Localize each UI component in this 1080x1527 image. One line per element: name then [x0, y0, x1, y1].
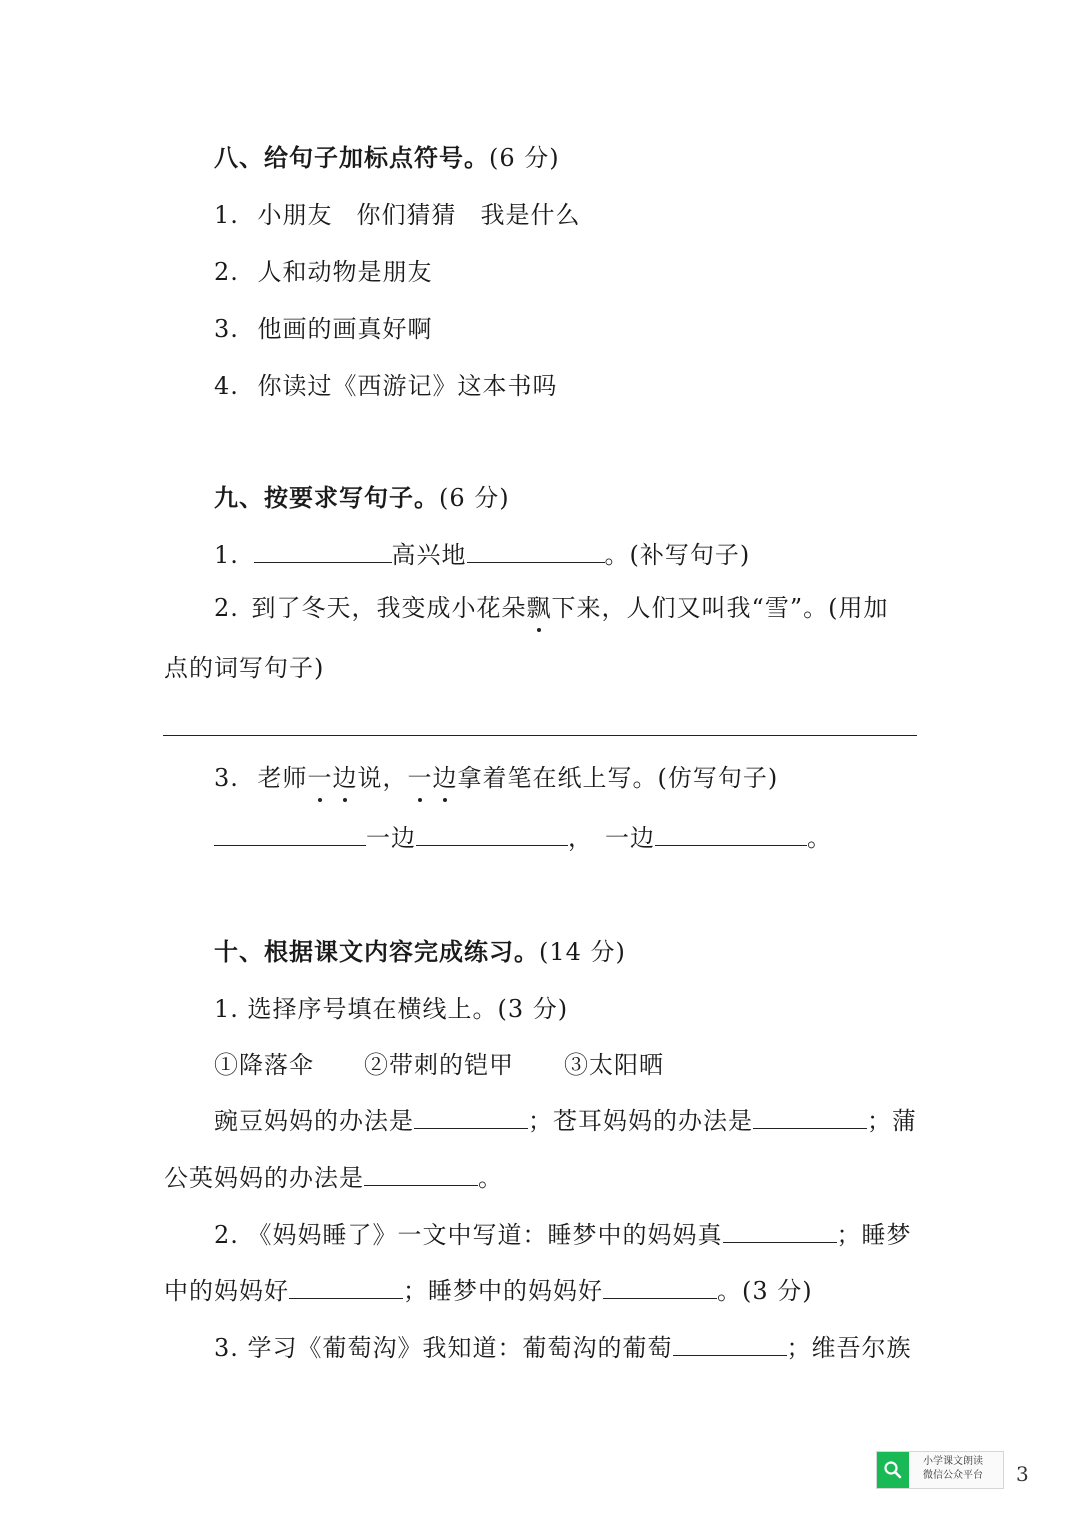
badge-line: 小学课文朗读 [923, 1456, 983, 1467]
item-number: 2. [214, 258, 239, 286]
item-text: 你读过《西游记》这本书吗 [257, 372, 558, 400]
badge-line: 微信公众平台 [923, 1470, 983, 1481]
s8-item-4 [214, 370, 558, 402]
item-text: 。(3 分) [717, 1277, 813, 1305]
badge-text [923, 1455, 983, 1483]
sentence-part: 我是什么 [480, 201, 581, 229]
item-text: 豌豆妈妈的办法是 [214, 1107, 414, 1135]
s10-options [214, 1049, 664, 1081]
wechat-badge[interactable] [876, 1451, 1004, 1489]
item-text: 他画的画真好啊 [257, 315, 433, 343]
section-8-score: (6 分) [489, 144, 560, 172]
s10-q1-line1 [214, 1105, 917, 1137]
item-text: 下来，人们又叫我“雪”。(用加 [551, 594, 889, 622]
item-text: 到了冬天，我变成小花朵 [251, 594, 527, 622]
item-text: 中的妈妈好 [164, 1277, 289, 1305]
answer-blank[interactable] [753, 1106, 867, 1129]
s9-item-2-cont: 点的词写句子) [164, 654, 325, 682]
answer-blank[interactable] [723, 1220, 837, 1243]
item-number: 1. [214, 201, 239, 229]
s8-item-2 [214, 256, 433, 288]
item-text: 一边 [605, 824, 655, 852]
s9-item-3-template [214, 822, 832, 854]
item-number: 4. [214, 372, 239, 400]
answer-blank[interactable] [364, 1163, 478, 1186]
item-text: ；蒲 [867, 1107, 917, 1135]
s8-item-3 [214, 313, 433, 345]
section-10-title: 十、根据课文内容完成练习。 [214, 938, 539, 966]
search-icon [877, 1452, 909, 1488]
item-text: ；维吾尔族 [786, 1334, 912, 1362]
s10-q2-line1 [214, 1219, 912, 1251]
answer-blank[interactable] [289, 1276, 403, 1299]
s10-q2-line2 [164, 1275, 813, 1307]
item-text: 。 [807, 824, 832, 852]
item-text: 3. 学习《葡萄沟》我知道：葡萄沟的葡萄 [214, 1334, 673, 1362]
dotted-word: 边 [332, 764, 358, 792]
dotted-word: 一 [307, 764, 333, 792]
answer-line[interactable] [163, 735, 917, 736]
answer-blank[interactable] [655, 823, 807, 846]
s10-q1-line2 [164, 1162, 503, 1194]
page-number: 3 [1016, 1462, 1029, 1486]
answer-blank[interactable] [254, 540, 392, 563]
s9-item-3 [214, 762, 778, 794]
answer-blank[interactable] [214, 823, 366, 846]
item-text: 。(补写句子) [604, 541, 751, 569]
section-9-heading [214, 482, 510, 514]
dotted-word: 边 [432, 764, 458, 792]
item-text: ；睡梦中的妈妈好 [403, 1277, 603, 1305]
item-number: 3. [214, 764, 239, 792]
option: ①降落伞 [214, 1051, 314, 1079]
section-10-score: (14 分) [539, 938, 626, 966]
section-10-heading [214, 936, 626, 968]
answer-blank[interactable] [416, 823, 568, 846]
dotted-word: 一 [407, 764, 433, 792]
option: ③太阳晒 [564, 1051, 664, 1079]
section-9-title: 九、按要求写句子。 [214, 484, 439, 512]
item-text: ；睡梦 [836, 1221, 912, 1249]
item-text: 公英妈妈的办法是 [164, 1164, 364, 1192]
item-text: 。 [478, 1164, 503, 1192]
item-text: 说， [357, 764, 408, 792]
option: ②带刺的铠甲 [364, 1051, 514, 1079]
answer-blank[interactable] [414, 1106, 528, 1129]
item-text: 2. 《妈妈睡了》一文中写道：睡梦中的妈妈真 [214, 1221, 723, 1249]
item-number: 2. [214, 594, 239, 622]
section-9-score: (6 分) [439, 484, 510, 512]
s9-item-1 [214, 539, 750, 571]
answer-blank[interactable] [673, 1333, 787, 1356]
item-text: 老师 [257, 764, 308, 792]
sentence-part: 你们猜猜 [356, 201, 457, 229]
item-text: 人和动物是朋友 [257, 258, 433, 286]
item-text: 一边 [366, 824, 416, 852]
answer-blank[interactable] [467, 540, 605, 563]
section-8-heading [214, 142, 560, 174]
item-text: ， [568, 824, 593, 852]
item-text: 高兴地 [391, 541, 467, 569]
sentence-part: 小朋友 [257, 201, 333, 229]
s9-item-2 [214, 592, 888, 624]
dotted-word: 飘 [526, 594, 552, 622]
item-number: 3. [214, 315, 239, 343]
item-text: ；苍耳妈妈的办法是 [528, 1107, 753, 1135]
s8-item-1 [214, 199, 581, 231]
item-number: 1. [214, 541, 239, 569]
section-8-title: 八、给句子加标点符号。 [214, 144, 489, 172]
answer-blank[interactable] [603, 1276, 717, 1299]
item-text: 拿着笔在纸上写。(仿写句子) [457, 764, 779, 792]
s10-q3-line1 [214, 1332, 912, 1364]
s10-q1: 1. 选择序号填在横线上。(3 分) [214, 995, 569, 1023]
